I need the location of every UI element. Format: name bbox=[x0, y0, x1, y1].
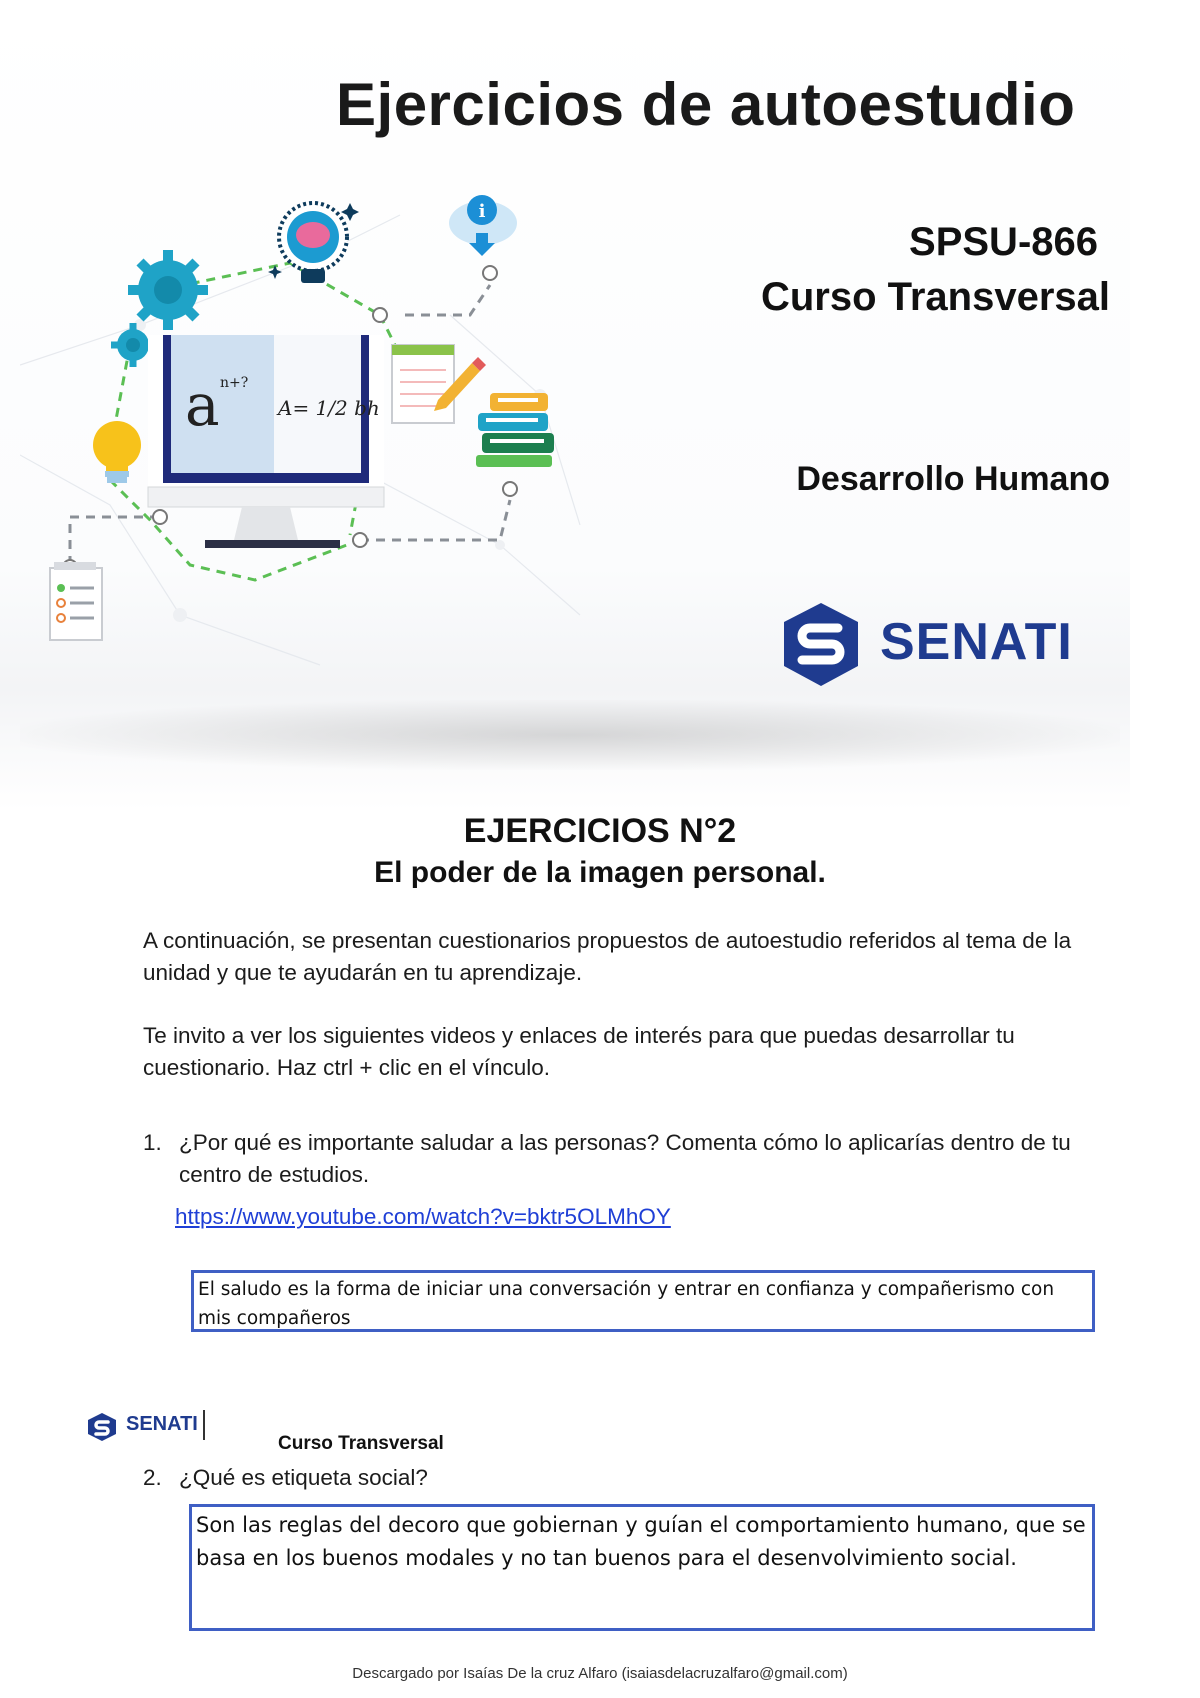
notepad-icon bbox=[392, 345, 486, 423]
footer-course: Curso Transversal bbox=[278, 1433, 444, 1454]
question-text: ¿Por qué es importante saludar a las personas? Comenta cómo lo aplicarías dentro de tu centro de estudios. bbox=[179, 1130, 1071, 1187]
formula-exponent: n+? bbox=[220, 375, 249, 391]
cover-shadow bbox=[20, 700, 1120, 770]
gear-icon bbox=[128, 250, 208, 330]
cover-title: Ejercicios de autoestudio bbox=[336, 71, 1076, 138]
brain-lightbulb-icon bbox=[268, 203, 359, 283]
question-1 bbox=[143, 1127, 1103, 1191]
info-cloud-icon bbox=[449, 195, 517, 256]
formula-area: A= 1/2 bh bbox=[278, 396, 380, 420]
checklist-icon bbox=[50, 562, 102, 640]
footer-divider bbox=[203, 1410, 205, 1440]
answer-box-1[interactable]: El saludo es la forma de iniciar una conversación y entrar en confianza y compañerismo con mis compañeros bbox=[191, 1270, 1095, 1332]
education-illustration bbox=[20, 195, 600, 695]
course-subject: Desarrollo Humano bbox=[796, 460, 1110, 498]
exercise-subheading: El poder de la imagen personal. bbox=[374, 856, 826, 889]
intro-paragraph-1: A continuación, se presentan cuestionarios propuestos de autoestudio referidos al tema de la unidad y que te ayudarán en tu aprendizaje. bbox=[143, 928, 1072, 985]
video-link[interactable]: https://www.youtube.com/watch?v=bktr5OLMhOY bbox=[175, 1204, 671, 1229]
formula-power: a bbox=[185, 371, 220, 439]
question-text: ¿Qué es etiqueta social? bbox=[179, 1465, 428, 1490]
course-code: SPSU-866 bbox=[909, 220, 1098, 264]
exercise-heading: EJERCICIOS N°2 bbox=[463, 812, 737, 850]
footer-senati-logo-icon bbox=[88, 1413, 116, 1441]
question-number: 2. bbox=[143, 1465, 162, 1490]
question-number: 1. bbox=[143, 1130, 162, 1155]
download-note: Descargado por Isaías De la cruz Alfaro (isaiasdelacruzalfaro@gmail.com) bbox=[352, 1665, 848, 1682]
question-2 bbox=[143, 1462, 1103, 1494]
computer-monitor bbox=[148, 335, 384, 548]
books-icon bbox=[476, 393, 554, 467]
svg-text:i: i bbox=[478, 201, 486, 222]
footer-senati-wordmark: SENATI bbox=[126, 1413, 198, 1435]
answer-box-2[interactable]: Son las reglas del decoro que gobiernan y guían el comportamiento humano, que se basa en los buenos modales y no tan buenos para el desenvolvimiento social. bbox=[189, 1504, 1095, 1631]
senati-logo-icon bbox=[784, 603, 858, 686]
intro-paragraph-2: Te invito a ver los siguientes videos y enlaces de interés para que puedas desarrollar tu cuestionario. Haz ctrl + clic en el vínculo. bbox=[143, 1023, 1015, 1080]
course-type: Curso Transversal bbox=[760, 275, 1110, 319]
lightbulb-icon bbox=[93, 421, 141, 483]
senati-wordmark: SENATI bbox=[880, 613, 1073, 671]
